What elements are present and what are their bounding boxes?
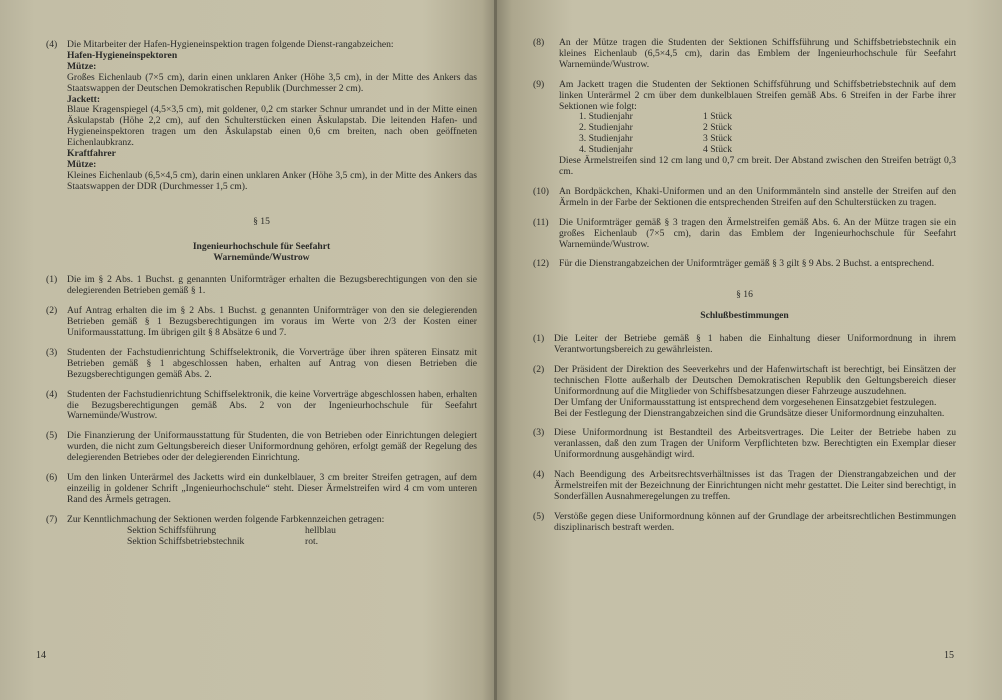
paragraph-text: An der Mütze tragen die Studenten der Sektionen Schiffsführung und Schiffsbetriebstechnik ein kleines Eichenlaub (6,5×4,5 cm), darin das Emblem der Ingenieurhochschule für Seefahrt Warnemünde/Wustrow. <box>559 37 956 70</box>
table-cell: rot. <box>305 535 319 547</box>
table-cell: hellblau <box>305 524 336 536</box>
paragraph-number: (1) <box>46 274 58 286</box>
paragraph-number: (4) <box>46 388 58 400</box>
paragraph-text: Der Präsident der Direktion des Seeverkehrs und der Hafenwirtschaft ist berechtigt, bei Einsätzen der technischen Flotte außerhalb der Deutschen Demokratischen Republik den Geltungsbereich dieser Uniformordnung auf die Mitglieder von Schiffsbesatzungen dieser Fahrzeuge auszudehnen. <box>554 363 956 397</box>
table-cell: 2. Studienjahr <box>579 122 633 134</box>
paragraph-4b <box>46 390 477 423</box>
paragraph-9 <box>533 80 956 178</box>
left-page <box>0 0 497 700</box>
paragraph-text: Die Uniformträger gemäß § 3 tragen den Ärmelstreifen gemäß Abs. 6. An der Mütze tragen sie ein großes Eichenlaub (7×5 cm), darin das Emblem der Ingenieurhochschule für Seefahrt Warnemünde/Wustrow. <box>559 216 956 250</box>
section-number: § 16 <box>736 289 753 301</box>
paragraph-number: (2) <box>533 363 545 375</box>
table-cell: 3. Studienjahr <box>579 133 633 145</box>
paragraph-number: (3) <box>533 427 545 439</box>
subheading: Kraftfahrer <box>67 148 116 160</box>
paragraph-text: Für die Dienstrangabzeichen der Uniformträger gemäß § 3 gilt § 9 Abs. 2 Buchst. a entsprechend. <box>559 258 935 270</box>
paragraph-number: (8) <box>533 37 545 48</box>
paragraph-8 <box>533 38 956 71</box>
page-number: 14 <box>36 650 46 662</box>
subheading: Hafen-Hygieneinspektoren <box>67 49 178 61</box>
paragraph-2 <box>46 306 477 339</box>
paragraph-text: Um den linken Unterärmel des Jacketts wird ein dunkelblauer, 3 cm breiter Streifen getragen, auf dem einzeilig in goldener Schrift „Ingenieurhochschule“ steht. Dieser Ärmelstreifen wird 4 cm vom unteren Rand des Ärmels getragen. <box>67 472 477 505</box>
paragraph-number: (4) <box>46 39 58 50</box>
paragraph-text: Die Finanzierung der Uniformausstattung für Studenten, die von Betrieben oder Einrichtungen delegiert wurden, die nicht zum Geltungsbereich dieser Uniformordnung gehören, erfolgt gemäß der Regelung des delegierenden Betriebes oder der delegierenden Einrichtung. <box>67 430 477 464</box>
section-title: Warnemünde/Wustrow <box>213 251 310 263</box>
paragraph-10 <box>533 187 956 209</box>
section-number: § 15 <box>253 215 270 227</box>
closing-paragraph-2 <box>533 365 956 420</box>
paragraph-number: (5) <box>46 430 58 442</box>
paragraph-text: Studenten der Fachstudienrichtung Schiffselektronik, die keine Vorverträge abgeschlossen haben, erhalten die Bezugsberechtigungen gemäß Abs. 2 von der Ingenieurhochschule für Seefahrt Warnemünde/Wustrow. <box>67 388 477 422</box>
paragraph-number: (10) <box>533 185 549 197</box>
paragraph-text: Die Leiter der Betriebe gemäß § 1 haben die Einhaltung dieser Uniformordnung in ihrem Verantwortungsbereich zu gewährleisten. <box>554 333 956 356</box>
table-row <box>579 123 956 134</box>
table-cell: 4 Stück <box>703 144 733 156</box>
closing-paragraph-3 <box>533 428 956 461</box>
paragraph-text: Diese Ärmelstreifen sind 12 cm lang und 0,7 cm breit. Der Abstand zwischen den Streifen beträgt 0,3 cm. <box>559 155 956 177</box>
paragraph-text: Verstöße gegen diese Uniformordnung können auf der Grundlage der arbeitsrechtlichen Bestimmungen disziplinarisch bestraft werden. <box>554 510 956 533</box>
table-cell: 2 Stück <box>703 122 733 134</box>
page-number: 15 <box>944 650 954 662</box>
paragraph-4 <box>46 40 477 193</box>
paragraph-12 <box>533 259 956 270</box>
paragraph-5 <box>46 431 477 464</box>
paragraph-text: Zur Kenntlichmachung der Sektionen werden folgende Farbkennzeichen getragen: <box>67 513 385 525</box>
table-row <box>127 537 477 548</box>
paragraph-text: An Bordpäckchen, Khaki-Uniformen und an den Uniformmänteln sind anstelle der Streifen auf den Ärmeln in der Farbe der Sektionen die entsprechenden Streifen auf den Schulterstücken zu tragen. <box>559 185 956 208</box>
paragraph-number: (7) <box>46 513 58 525</box>
paragraph-text: Die Mitarbeiter der Hafen-Hygieneinspektion tragen folgende Dienst-rangabzeichen: <box>67 39 394 50</box>
closing-paragraph-5 <box>533 512 956 534</box>
paragraph-11 <box>533 218 956 251</box>
paragraph-text: Auf Antrag erhalten die im § 2 Abs. 1 Buchst. g genannten Uniformträger von den sie delegierenden Betrieben gemäß § 1 Bezugsberechtigungen im voraus im Werte von 2/3 der Kosten einer Uniformausstattung. Im übrigen gilt § 8 Absätze 6 und 7. <box>67 305 477 339</box>
table-cell: 1 Stück <box>703 111 733 123</box>
stripe-table <box>559 112 956 156</box>
paragraph-1 <box>46 275 477 297</box>
paragraph-number: (9) <box>533 78 545 90</box>
paragraph-number: (3) <box>46 346 58 358</box>
table-cell: 3 Stück <box>703 133 733 145</box>
table-row <box>579 134 956 145</box>
paragraph-text: Diese Uniformordnung ist Bestandteil des Arbeitsvertrages. Die Leiter der Betriebe haben zu veranlassen, daß den zum Tragen der Uniform Verpflichteten bzw. Berechtigten ein Exemplar dieser Uniformordnung ausgehändigt wird. <box>554 427 956 461</box>
paragraph-number: (4) <box>533 469 545 481</box>
paragraph-text: Bei der Festlegung der Dienstrangabzeichen sind die Grundsätze dieser Uniformordnung einzuhalten. <box>554 407 945 419</box>
paragraph-text: Studenten der Fachstudienrichtung Schiffselektronik, die Vorverträge über ihren späteren Einsatz mit Betrieben gemäß § 1 abgeschlossen haben, erhalten auf Antrag von diesen Betrieben die Bezugsberechtigungen gemäß Abs. 2. <box>67 346 477 380</box>
paragraph-text: Nach Beendigung des Arbeitsrechtsverhältnisses ist das Tragen der Dienstrangabzeichen und der Ärmelstreifen mit der Bezeichnung der Einrichtungen nicht mehr gestattet. Die Leiter sind berechtigt, in Sonderfällen Ausnahmeregelungen zu treffen. <box>554 469 956 502</box>
table-cell: 4. Studienjahr <box>579 144 633 156</box>
paragraph-text: Kleines Eichenlaub (6,5×4,5 cm), darin einen unklaren Anker (Höhe 3,5 cm), in der Mitte des Ankers das Staatswappen der DDR (Durchmesser 1,5 cm). <box>67 169 477 192</box>
color-table <box>67 526 477 548</box>
table-row <box>579 112 956 123</box>
paragraph-number: (1) <box>533 333 545 345</box>
section-title: Schlußbestimmungen <box>700 310 789 322</box>
paragraph-number: (2) <box>46 305 58 317</box>
paragraph-text: Der Umfang der Uniformausstattung ist entsprechend dem vorgesehenen Einsatzgebiet festzulegen. <box>554 396 937 408</box>
paragraph-text: Die im § 2 Abs. 1 Buchst. g genannten Uniformträger erhalten die Bezugsberechtigungen von den sie delegierenden Betrieben gemäß § 1. <box>67 274 477 297</box>
subheading: Mütze: <box>67 60 97 72</box>
table-cell: Sektion Schiffsbetriebstechnik <box>127 535 245 547</box>
paragraph-text: Am Jackett tragen die Studenten der Sektionen Schiffsführung und Schiffsbetriebstechnik auf dem linken Unterärmel 2 cm über dem dunkelblauen Streifen gemäß Abs. 6 Streifen in der Farbe ihrer Sektionen wie folgt: <box>559 78 956 112</box>
paragraph-3 <box>46 348 477 381</box>
paragraph-text: Blaue Kragenspiegel (4,5×3,5 cm), mit goldener, 0,2 cm starker Schnur umrandet und in der Mitte einen Äskulapstab (Höhe 2,2 cm), auf den Schulterstücken einen Äskulapstab. Die leitenden Hafen- und Hygieneinspektoren tragen um den Äskulapstab einen 0,6 cm breiten, nach oben geöffneten Eichenlaubkranz. <box>67 104 477 149</box>
table-cell: 1. Studienjahr <box>579 111 633 123</box>
right-page <box>497 0 1002 700</box>
closing-paragraph-1 <box>533 334 956 356</box>
subheading: Mütze: <box>67 158 97 170</box>
paragraph-6 <box>46 473 477 506</box>
section-title: Ingenieurhochschule für Seefahrt <box>192 240 331 252</box>
paragraph-7 <box>46 515 477 548</box>
paragraph-text: Großes Eichenlaub (7×5 cm), darin einen unklaren Anker (Höhe 3,5 cm), in der Mitte des Ankers das Staatswappen der Deutschen Demokratischen Republik (Durchmesser 2 cm). <box>67 71 477 94</box>
table-row <box>127 526 477 537</box>
paragraph-number: (6) <box>46 472 58 484</box>
table-cell: Sektion Schiffsführung <box>127 524 217 536</box>
paragraph-number: (12) <box>533 258 549 270</box>
subheading: Jackett: <box>67 93 101 105</box>
closing-paragraph-4 <box>533 470 956 503</box>
paragraph-number: (5) <box>533 510 545 522</box>
paragraph-number: (11) <box>533 216 549 228</box>
